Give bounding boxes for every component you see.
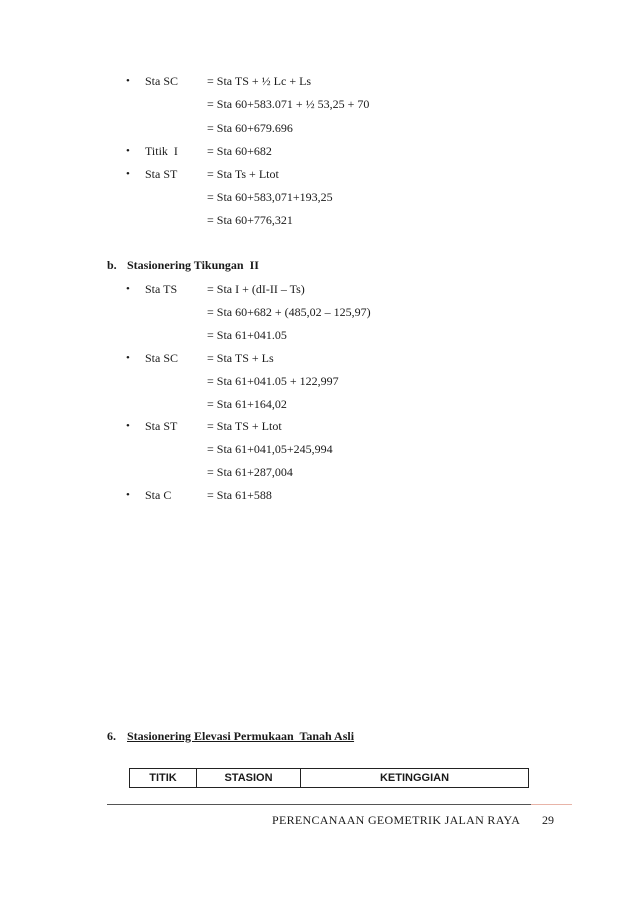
item-label: Sta ST xyxy=(145,419,178,433)
formula-line: = Sta 61+287,004 xyxy=(207,465,293,479)
section-title: Stasionering Elevasi Permukaan Tanah Asli xyxy=(127,729,355,743)
column-header-ketinggian: KETINGGIAN xyxy=(301,769,529,788)
bullet: • xyxy=(126,352,130,364)
item-label: Sta C xyxy=(145,488,172,502)
bullet: • xyxy=(126,145,130,157)
column-header-stasion: STASION xyxy=(197,769,301,788)
formula-line: = Sta I + (dI-II – Ts) xyxy=(207,282,305,296)
formula-line: = Sta 61+041,05+245,994 xyxy=(207,442,333,456)
formula-line: = Sta 61+041.05 + 122,997 xyxy=(207,374,339,388)
formula-line: = Sta 60+583,071+193,25 xyxy=(207,190,333,204)
footer-divider xyxy=(107,804,531,805)
formula-line: = Sta 61+164,02 xyxy=(207,397,287,411)
footer-divider-accent xyxy=(531,804,572,805)
section-6-heading xyxy=(107,729,354,744)
elevation-table xyxy=(129,768,529,788)
formula-line: = Sta 60+679.696 xyxy=(207,121,293,135)
formula-line: = Sta Ts + Ltot xyxy=(207,167,279,181)
formula-line: = Sta 60+682 xyxy=(207,144,272,158)
item-label: Sta ST xyxy=(145,167,178,181)
item-label: Sta TS xyxy=(145,282,178,296)
section-number: 6. xyxy=(107,729,116,743)
item-label: Sta SC xyxy=(145,351,179,365)
formula-line: = Sta 60+583.071 + ½ 53,25 + 70 xyxy=(207,97,370,111)
formula-line: = Sta 61+588 xyxy=(207,488,272,502)
bullet: • xyxy=(126,75,130,87)
formula-line: = Sta 60+776,321 xyxy=(207,213,293,227)
footer-title: PERENCANAAN GEOMETRIK JALAN RAYA xyxy=(272,813,521,827)
formula-line: = Sta 61+041.05 xyxy=(207,328,287,342)
page-number: 29 xyxy=(542,813,554,827)
bullet: • xyxy=(126,168,130,180)
item-label: Sta SC xyxy=(145,74,179,88)
formula-line: = Sta TS + Ls xyxy=(207,351,274,365)
bullet: • xyxy=(126,420,130,432)
section-title: Stasionering Tikungan II xyxy=(127,258,259,272)
bullet: • xyxy=(126,283,130,295)
formula-line: = Sta 60+682 + (485,02 – 125,97) xyxy=(207,305,371,319)
section-heading xyxy=(107,257,259,273)
table-header-row xyxy=(130,769,529,788)
bullet: • xyxy=(126,489,130,501)
item-label: Titik I xyxy=(145,144,178,158)
formula-line: = Sta TS + ½ Lc + Ls xyxy=(207,74,312,88)
section-letter: b. xyxy=(107,258,117,272)
column-header-titik: TITIK xyxy=(130,769,197,788)
formula-line: = Sta TS + Ltot xyxy=(207,419,282,433)
